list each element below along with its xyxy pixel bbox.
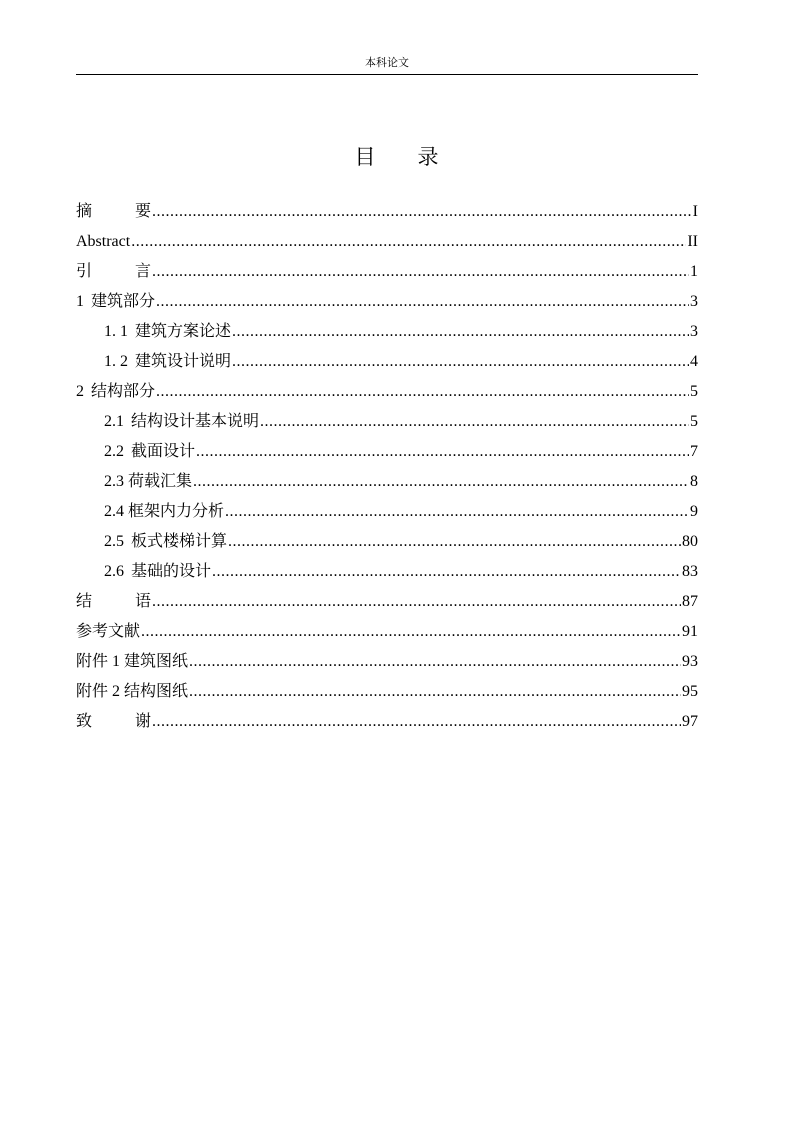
toc-entry-label-part: 引 <box>76 263 93 280</box>
toc-entry-page: 83 <box>682 563 698 580</box>
toc-entry-label <box>76 592 151 612</box>
toc-entry-label <box>104 442 195 462</box>
toc-entry-page: 97 <box>682 713 698 730</box>
toc-entry-number: 2.6 <box>104 563 124 580</box>
toc-dot-leader <box>131 232 686 252</box>
toc-entry-label <box>76 292 155 312</box>
toc-dot-leader <box>232 352 689 372</box>
toc-entry-label-part: 谢 <box>135 713 152 730</box>
toc-entry-section-2-1[interactable] <box>76 402 698 432</box>
toc-entry-text: 结构部分 <box>91 383 156 400</box>
toc-entry-label <box>104 352 231 372</box>
toc-entry-abstract-cn[interactable] <box>76 192 698 222</box>
toc-entry-number: 1. 1 <box>104 323 128 340</box>
toc-entry-number: 2.1 <box>104 413 124 430</box>
running-header <box>76 56 698 75</box>
toc-entry-number: 1 <box>76 293 84 310</box>
toc-entry-chapter-2[interactable] <box>76 372 698 402</box>
toc-entry-label <box>104 562 211 582</box>
toc-dot-leader <box>196 442 689 462</box>
toc-dot-leader <box>212 562 681 582</box>
toc-dot-leader <box>189 652 681 672</box>
toc-entry-label: 附件 2 结构图纸 <box>76 683 189 700</box>
toc-entry-number: 2 <box>76 383 84 400</box>
toc-entry-label: Abstract <box>76 233 131 250</box>
toc-entry-label <box>104 532 227 552</box>
toc-entry-label: 附件 1 建筑图纸 <box>76 653 189 670</box>
toc-entry-label-part: 结 <box>76 593 93 610</box>
toc-dot-leader <box>232 322 689 342</box>
toc-entry-page: 1 <box>690 263 698 280</box>
toc-entry-section-2-3[interactable] <box>76 462 698 492</box>
toc-entry-label <box>104 412 259 432</box>
toc-entry-text: 结构设计基本说明 <box>131 413 260 430</box>
toc-dot-leader <box>152 262 689 282</box>
toc-entry-appendix-2[interactable] <box>76 672 698 702</box>
toc-entry-references[interactable] <box>76 612 698 642</box>
toc-entry-label <box>76 712 151 732</box>
toc-entry-text: 建筑方案论述 <box>135 323 232 340</box>
toc-dot-leader <box>193 472 689 492</box>
toc-entry-number: 2.2 <box>104 443 124 460</box>
toc-entry-number: 2.5 <box>104 533 124 550</box>
toc-entry-section-1-2[interactable] <box>76 342 698 372</box>
toc-dot-leader <box>141 622 681 642</box>
toc-entry-label: 参考文献 <box>76 623 141 640</box>
toc-entry-text: 板式楼梯计算 <box>131 533 228 550</box>
page-title-char-2: 录 <box>417 145 439 169</box>
toc-entry-label <box>76 382 155 402</box>
toc-entry-page: 93 <box>682 653 698 670</box>
toc-entry-page: 7 <box>690 443 698 460</box>
toc-entry-chapter-1[interactable] <box>76 282 698 312</box>
toc-dot-leader <box>152 592 681 612</box>
toc-dot-leader <box>189 682 681 702</box>
toc-entry-page: 80 <box>682 533 698 550</box>
toc-entry-appendix-1[interactable] <box>76 642 698 672</box>
toc-entry-label: 2.4 框架内力分析 <box>104 503 225 520</box>
toc-entry-page: 8 <box>690 473 698 490</box>
toc-entry-page: I <box>692 203 698 220</box>
toc-entry-label: 2.3 荷载汇集 <box>104 473 193 490</box>
toc-dot-leader <box>152 712 681 732</box>
toc-entry-page: 91 <box>682 623 698 640</box>
toc-dot-leader <box>260 412 689 432</box>
toc-entry-page: II <box>687 233 698 250</box>
toc-entry-label-part: 摘 <box>76 203 93 220</box>
toc-entry-abstract-en[interactable] <box>76 222 698 252</box>
running-header-text: 本科论文 <box>365 57 409 69</box>
toc-entry-label <box>76 202 151 222</box>
toc-dot-leader <box>225 502 689 522</box>
toc-entry-section-2-4[interactable] <box>76 492 698 522</box>
table-of-contents <box>76 192 698 732</box>
toc-entry-label <box>76 262 151 282</box>
toc-entry-text: 建筑部分 <box>91 293 156 310</box>
toc-entry-page: 9 <box>690 503 698 520</box>
toc-dot-leader <box>152 202 692 222</box>
toc-entry-page: 5 <box>690 383 698 400</box>
toc-dot-leader <box>156 382 689 402</box>
toc-dot-leader <box>156 292 689 312</box>
toc-entry-page: 3 <box>690 293 698 310</box>
toc-entry-text: 截面设计 <box>131 443 196 460</box>
toc-entry-page: 95 <box>682 683 698 700</box>
toc-entry-text: 基础的设计 <box>131 563 212 580</box>
page-title-char-1: 目 <box>354 145 376 169</box>
toc-entry-page: 3 <box>690 323 698 340</box>
toc-entry-number: 1. 2 <box>104 353 128 370</box>
toc-entry-conclusion[interactable] <box>76 582 698 612</box>
toc-entry-label-part: 语 <box>135 593 152 610</box>
toc-entry-label-part: 言 <box>135 263 152 280</box>
toc-entry-page: 87 <box>682 593 698 610</box>
toc-entry-page: 4 <box>690 353 698 370</box>
toc-entry-label-part: 致 <box>76 713 93 730</box>
toc-entry-label-part: 要 <box>135 203 152 220</box>
toc-entry-section-2-5[interactable] <box>76 522 698 552</box>
toc-entry-section-1-1[interactable] <box>76 312 698 342</box>
toc-entry-text: 建筑设计说明 <box>135 353 232 370</box>
toc-dot-leader <box>228 532 681 552</box>
page-title <box>0 142 793 172</box>
toc-entry-section-2-2[interactable] <box>76 432 698 462</box>
toc-entry-section-2-6[interactable] <box>76 552 698 582</box>
toc-entry-label <box>104 322 231 342</box>
toc-entry-page: 5 <box>690 413 698 430</box>
toc-entry-acknowledgements[interactable] <box>76 702 698 732</box>
toc-entry-introduction[interactable] <box>76 252 698 282</box>
